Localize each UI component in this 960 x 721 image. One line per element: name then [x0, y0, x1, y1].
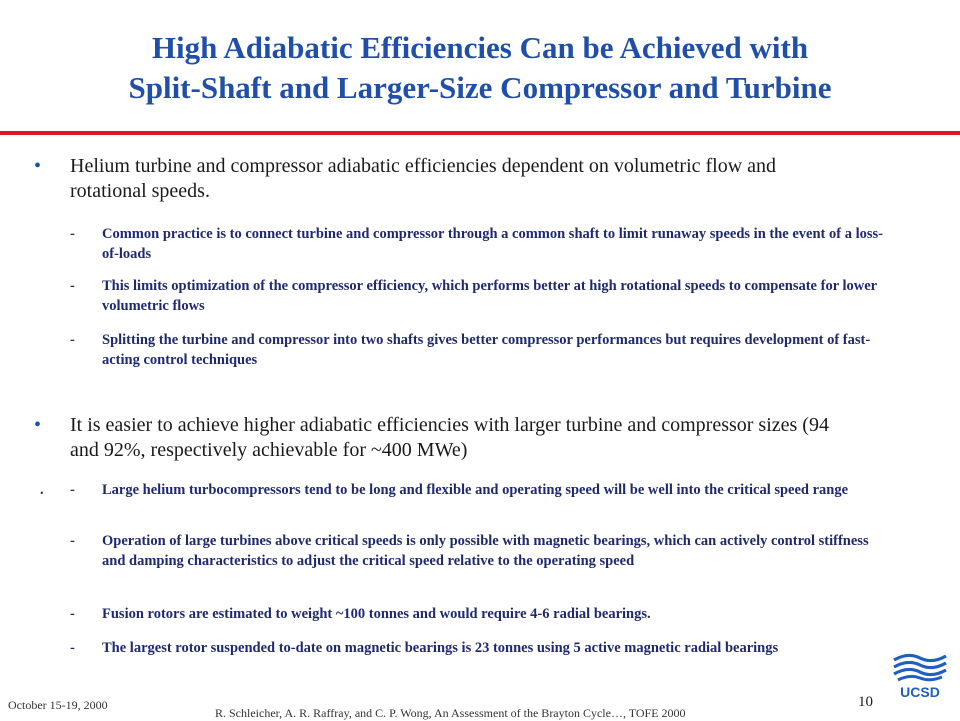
sub-marker: - [70, 640, 75, 656]
sub-text: The largest rotor suspended to-date on magnetic bearings is 23 tonnes using 5 active magnetic radial bearings [102, 640, 779, 656]
footer-date: October 15-19, 2000 [8, 698, 108, 712]
stray-dot [40, 480, 56, 500]
sub-marker: - [70, 533, 75, 549]
sub-text: Operation of large turbines above critical speeds is only possible with magnetic bearings, which can actively control stiffness and damping characteristics to adjust the critical speed relative to the operating speed [102, 533, 869, 569]
sub-marker: - [70, 278, 75, 294]
sub-marker: - [70, 226, 75, 242]
bullet-text: Helium turbine and compressor adiabatic efficiencies dependent on volumetric flow and rotational speeds. [70, 155, 777, 202]
ucsd-logo-icon [888, 650, 952, 700]
sub-text: Common practice is to connect turbine and compressor through a common shaft to limit runaway speeds in the event of a loss-of-loads [102, 226, 883, 262]
sub-text: Splitting the turbine and compressor into two shafts gives better compressor performances but requires development of fast-acting control techniques [102, 332, 871, 368]
sub-text: Fusion rotors are estimated to weight ~100 tonnes and would require 4-6 radial bearings. [102, 606, 651, 622]
logo-text: UCSD [900, 684, 940, 700]
footer-citation: R. Schleicher, A. R. Raffray, and C. P. Wong, An Assessment of the Brayton Cycle…, TOFE 2000 [215, 706, 686, 720]
bullet-text: It is easier to achieve higher adiabatic efficiencies with larger turbine and compressor sizes (94 and 92%, respectively achievable for ~400 MWe) [70, 414, 829, 461]
title-divider [0, 131, 960, 135]
slide-title [0, 28, 960, 108]
title-line-2: Split-Shaft and Larger-Size Compressor and Turbine [128, 70, 832, 105]
sub-marker: - [70, 332, 75, 348]
page-number: 10 [858, 694, 873, 710]
sub-marker: - [70, 606, 75, 622]
sub-marker: - [70, 482, 75, 498]
title-line-1: High Adiabatic Efficiencies Can be Achieved with [151, 30, 809, 65]
bullet-marker: • [34, 155, 42, 177]
sub-text: Large helium turbocompressors tend to be long and flexible and operating speed will be well into the critical speed range [102, 482, 849, 498]
sub-text: This limits optimization of the compressor efficiency, which performs better at high rotational speeds to compensate for lower volumetric flows [102, 278, 877, 314]
bullet-marker: • [34, 414, 42, 436]
stray-dot-marker: . [40, 482, 44, 498]
